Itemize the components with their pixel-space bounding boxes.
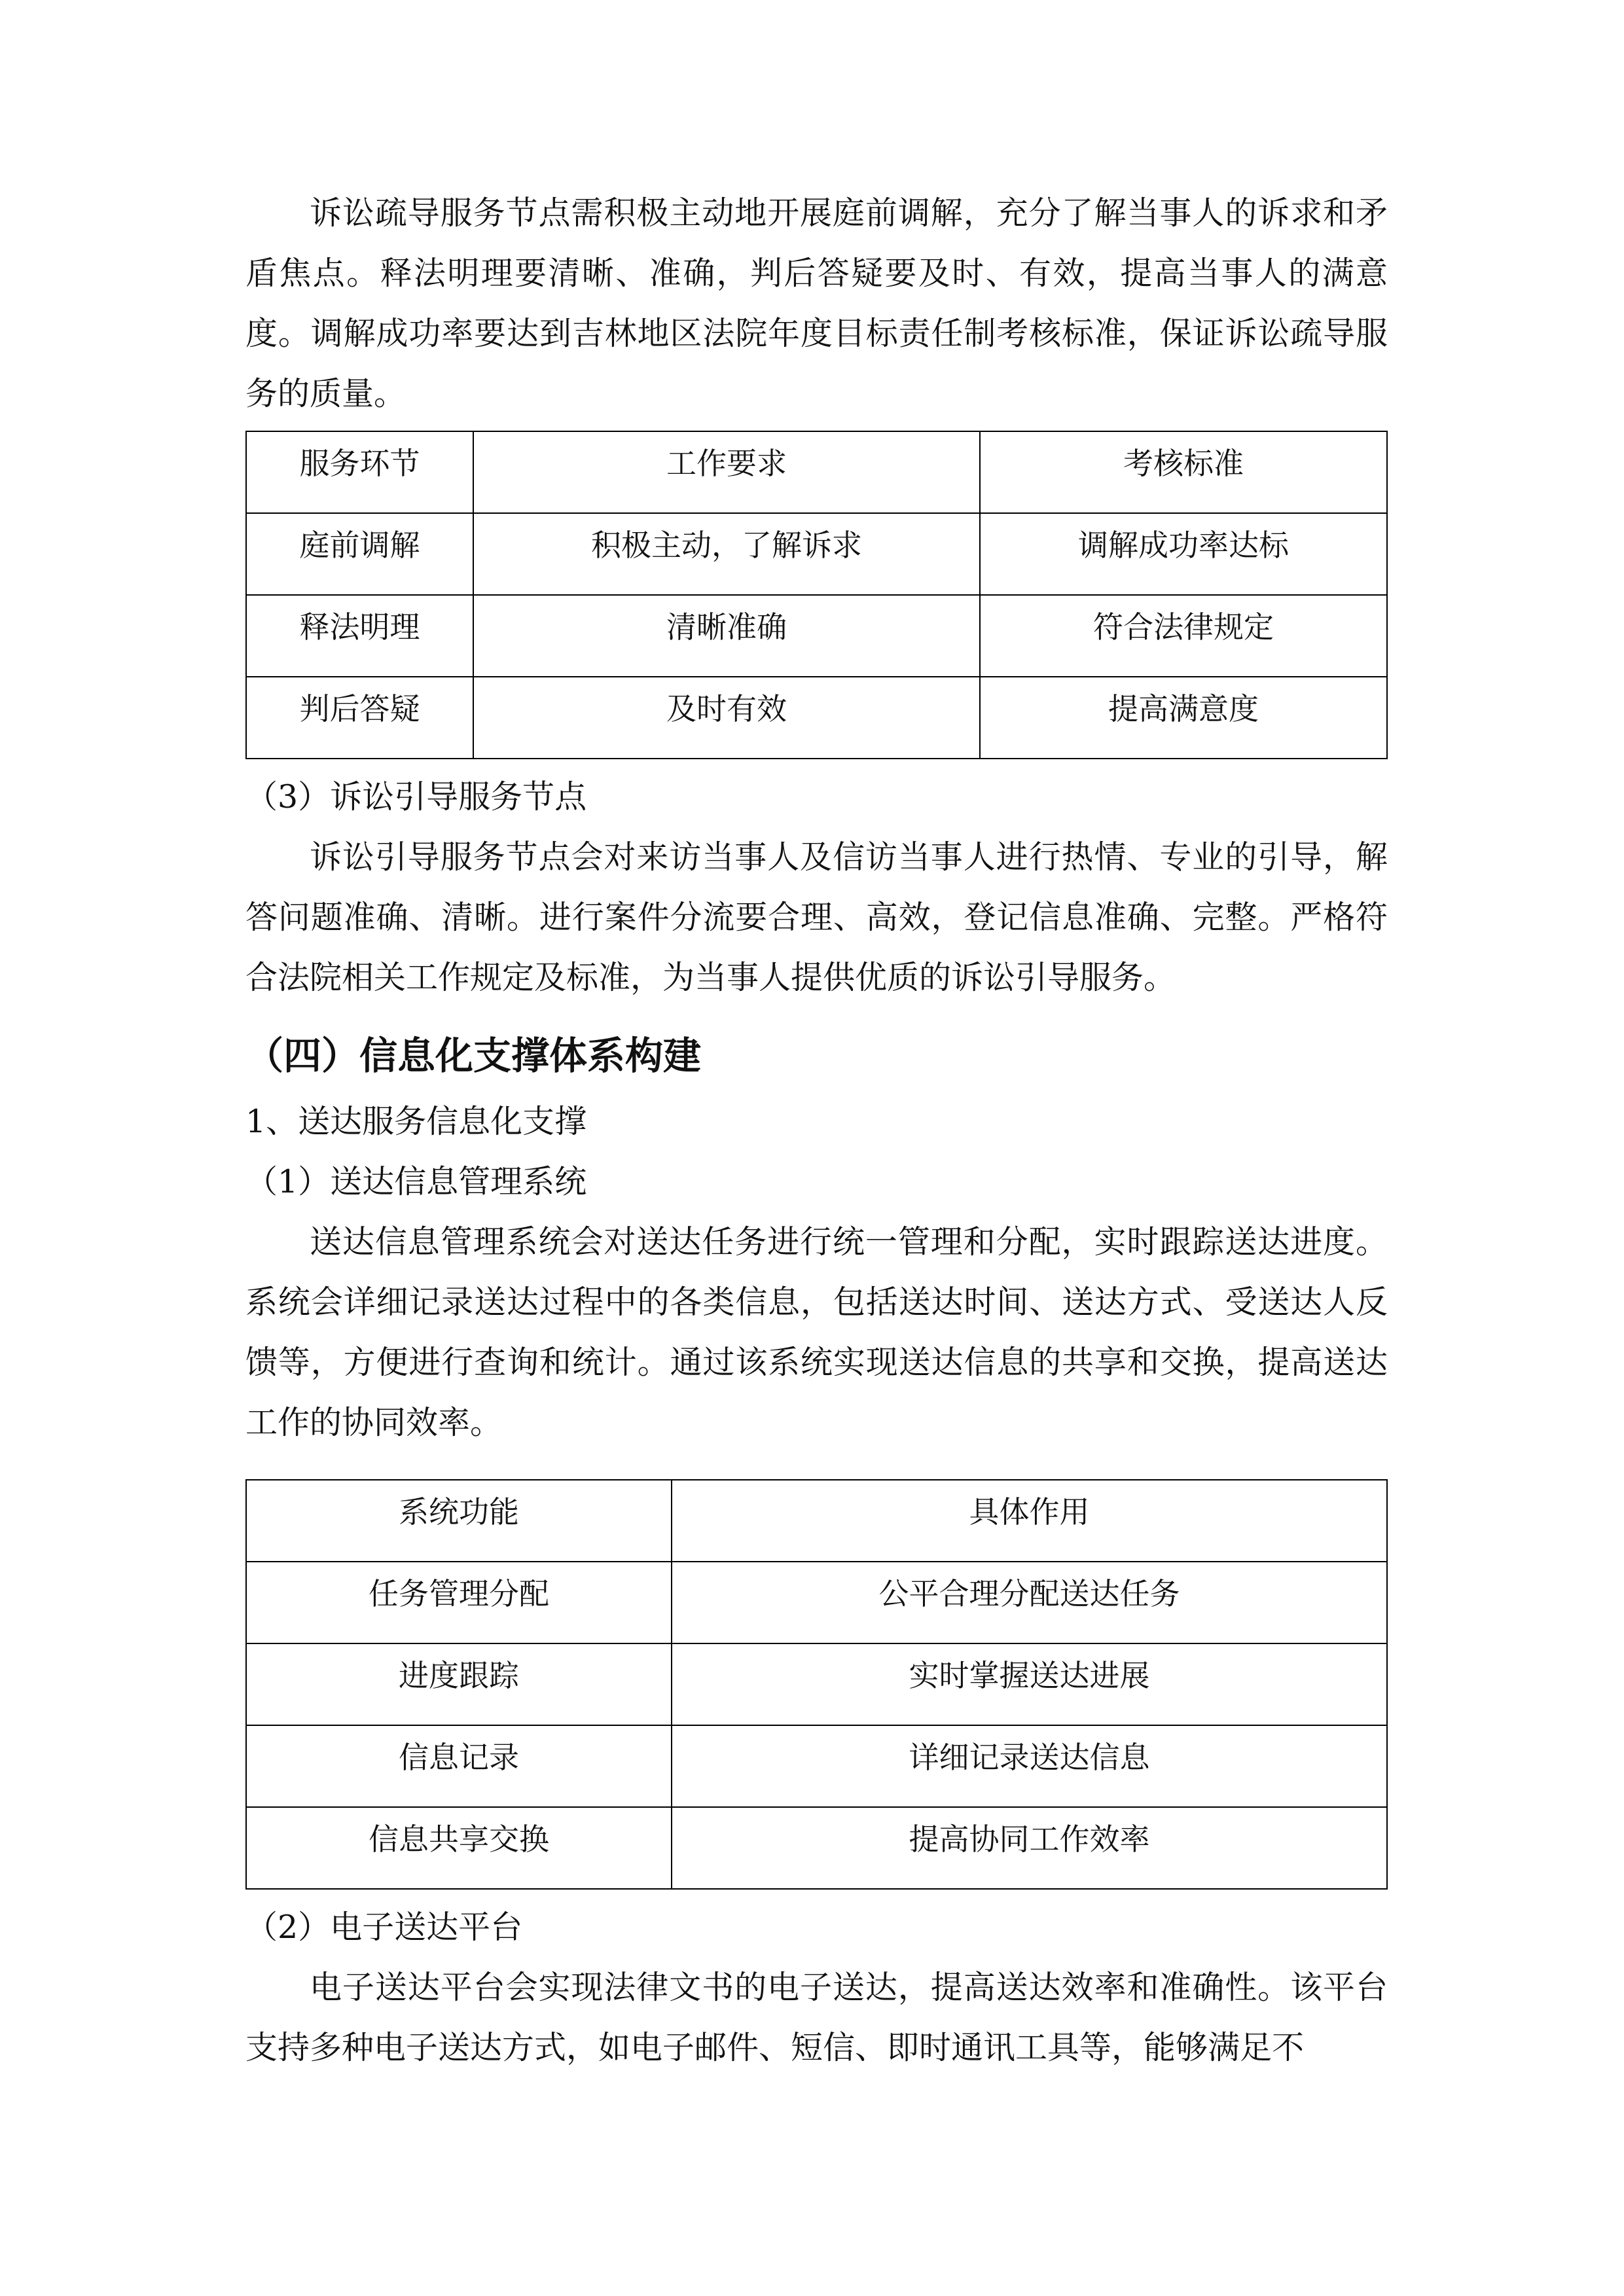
paragraph-electronic-delivery: 电子送达平台会实现法律文书的电子送达，提高送达效率和准确性。该平台支持多种电子送达方式，如电子邮件、短信、即时通讯工具等，能够满足不 (245, 1969, 1388, 2066)
table-cell: 庭前调解 (246, 513, 473, 595)
table-cell: 调解成功率达标 (980, 513, 1387, 595)
table-cell: 进度跟踪 (246, 1643, 672, 1725)
table-cell: 积极主动，了解诉求 (473, 513, 980, 595)
paragraph-litigation-guide: 诉讼引导服务节点会对来访当事人及信访当事人进行热情、专业的引导，解答问题准确、清晰。进行案件分流要合理、高效，登记信息准确、完整。严格符合法院相关工作规定及标准，为当事人提供优质的诉讼引导服务。 (245, 838, 1388, 996)
table-row (246, 595, 1387, 677)
table-cell: 实时掌握送达进展 (672, 1643, 1387, 1725)
table-cell: 清晰准确 (473, 595, 980, 677)
table-cell: 信息共享交换 (246, 1807, 672, 1889)
table-cell: 及时有效 (473, 677, 980, 759)
table-header-cell: 具体作用 (672, 1480, 1387, 1562)
heading-electronic-delivery: （2）电子送达平台 (245, 1909, 523, 1946)
table-row (246, 1725, 1387, 1807)
heading-delivery-system: （1）送达信息管理系统 (245, 1163, 587, 1200)
table-header-cell: 服务环节 (246, 431, 473, 513)
table-row (246, 1562, 1387, 1643)
table-cell: 提高协同工作效率 (672, 1807, 1387, 1889)
table-header-cell: 系统功能 (246, 1480, 672, 1562)
document-page (245, 183, 1388, 2078)
table-header-row (246, 1480, 1387, 1562)
table-header-cell: 考核标准 (980, 431, 1387, 513)
paragraph-delivery-system: 送达信息管理系统会对送达任务进行统一管理和分配，实时跟踪送达进度。系统会详细记录送达过程中的各类信息，包括送达时间、送达方式、受送达人反馈等，方便进行查询和统计。通过该系统实现送达信息的共享和交换，提高送达工作的协同效率。 (245, 1223, 1388, 1441)
table-cell: 符合法律规定 (980, 595, 1387, 677)
service-standards-table (245, 431, 1388, 759)
table-row (246, 677, 1387, 759)
table-cell: 判后答疑 (246, 677, 473, 759)
table-cell: 提高满意度 (980, 677, 1387, 759)
table-row (246, 513, 1387, 595)
table-header-row (246, 431, 1387, 513)
table-cell: 释法明理 (246, 595, 473, 677)
paragraph-litigation-guidance: 诉讼疏导服务节点需积极主动地开展庭前调解，充分了解当事人的诉求和矛盾焦点。释法明理要清晰、准确，判后答疑要及时、有效，提高当事人的满意度。调解成功率要达到吉林地区法院年度目标责任制考核标准，保证诉讼疏导服务的质量。 (245, 194, 1388, 412)
table-header-cell: 工作要求 (473, 431, 980, 513)
system-functions-table (245, 1479, 1388, 1890)
table-row (246, 1807, 1387, 1889)
table-cell: 详细记录送达信息 (672, 1725, 1387, 1807)
table-row (246, 1643, 1387, 1725)
subsection-heading-delivery: 1、送达服务信息化支撑 (245, 1103, 587, 1140)
heading-litigation-guide-node: （3）诉讼引导服务节点 (245, 778, 587, 816)
table-cell: 任务管理分配 (246, 1562, 672, 1643)
section-heading-informatization: （四）信息化支撑体系构建 (245, 1033, 702, 1078)
table-cell: 信息记录 (246, 1725, 672, 1807)
table-cell: 公平合理分配送达任务 (672, 1562, 1387, 1643)
